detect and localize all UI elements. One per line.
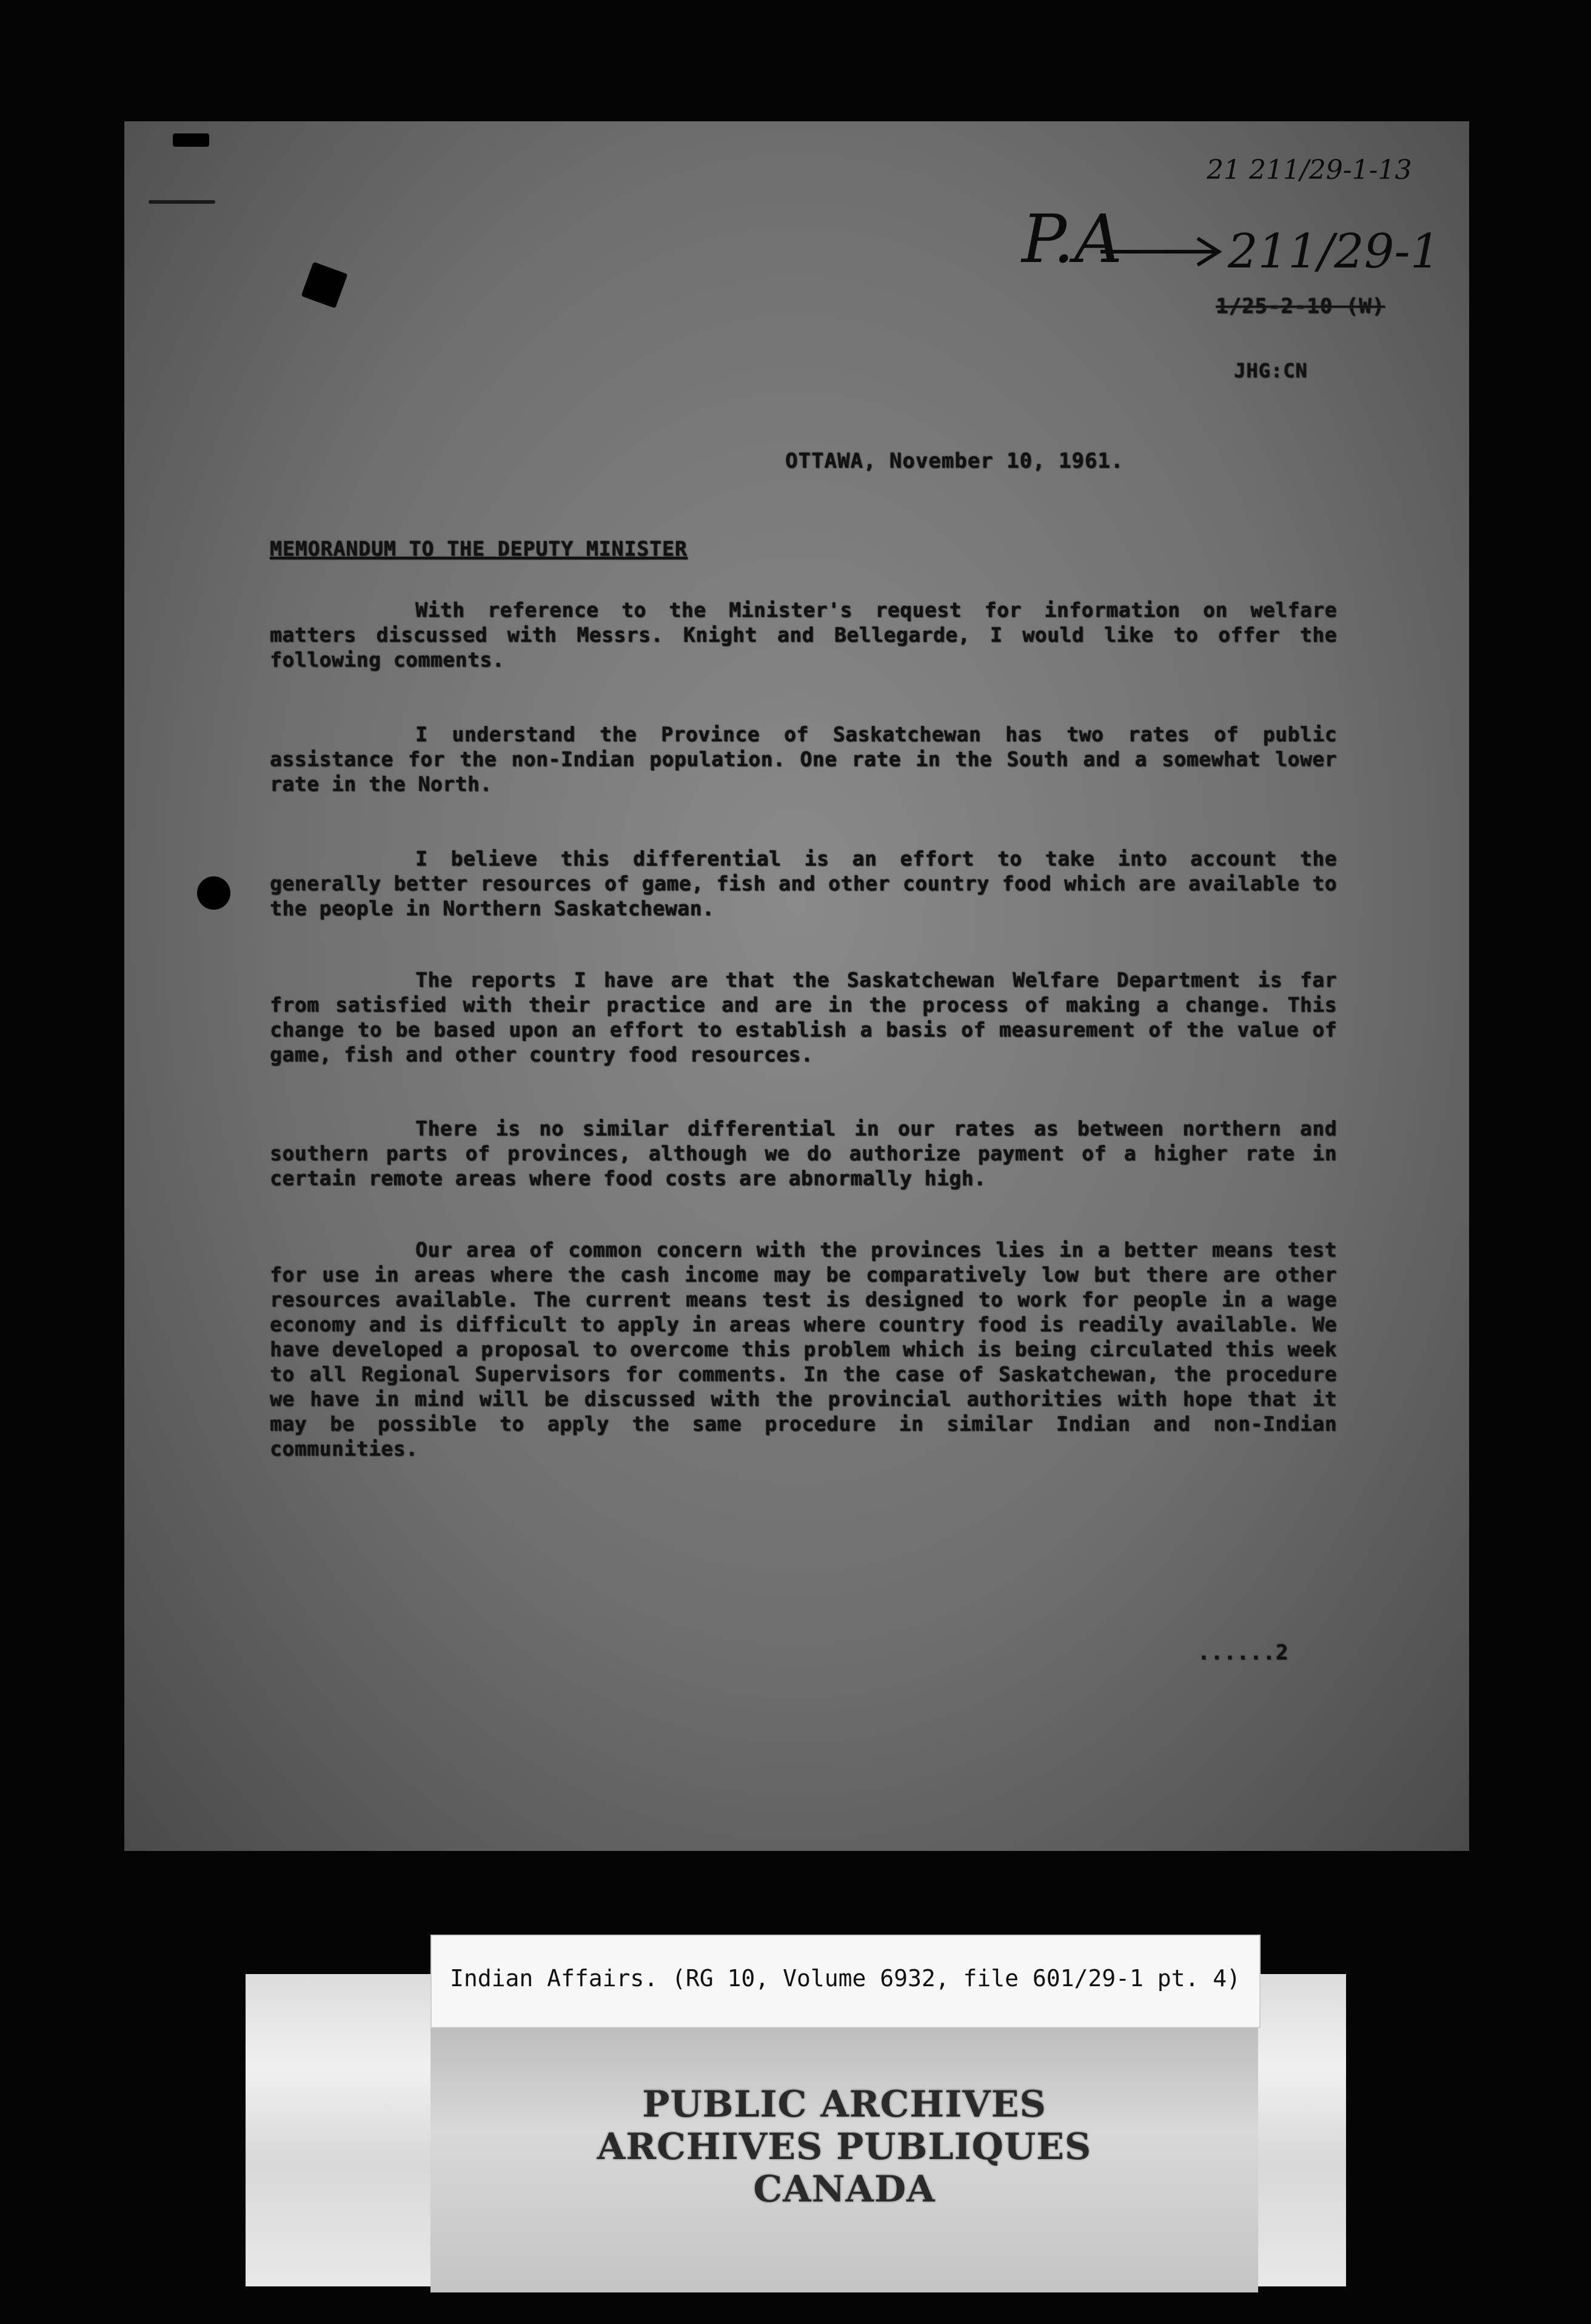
- memo-page: [124, 121, 1469, 1851]
- arrow-icon: [1100, 233, 1228, 270]
- memo-paragraph-4: The reports I have are that the Saskatchewan Welfare Department is far from satisfied with their practice and are in the process of making a change. This change to be based upon an effort to establish a basis of measurement of the value of game, fish and other country food resources.: [270, 968, 1337, 1066]
- initials: JHG:CN: [1234, 359, 1308, 382]
- hole-punch: [197, 876, 230, 910]
- memo-paragraph-6: Our area of common concern with the provinces lies in a better means test for use in areas where the cash income may be comparatively low but there are other resources available. The current means test is designed to work for people in a wage economy and is difficult to apply in areas where country food is readily available. We have developed a proposal to overcome this problem which is being circulated this week to all Regional Supervisors for comments. In the case of Saskatchewan, the procedure we have in mind will be discussed with the provincial authorities with hope that it may be possible to apply the same procedure in similar Indian and non-Indian communities.: [270, 1238, 1337, 1460]
- archive-stamp-line-3: CANADA: [753, 2168, 936, 2211]
- handwritten-file-number: 211/29-1: [1228, 224, 1441, 279]
- archive-citation-text: Indian Affairs. (RG 10, Volume 6932, file 601/29-1 pt. 4): [450, 1965, 1241, 1992]
- memo-title: MEMORANDUM TO THE DEPUTY MINISTER: [270, 537, 688, 560]
- handwritten-file-ref-top: 21 211/29-1-13: [1207, 155, 1412, 186]
- memo-paragraph-1: With reference to the Minister's request for information on welfare matters discussed with Messrs. Knight and Bellegarde, I would like to offer the following comments.: [270, 598, 1337, 671]
- archive-citation-label: [430, 1935, 1261, 2028]
- memo-paragraph-3: I believe this differential is an effort to take into account the generally better resources of game, fish and other country food which are available to the people in Northern Saskatchewan.: [270, 847, 1337, 920]
- punch-mark: [301, 262, 348, 309]
- struck-file-ref: 1/25-2-10 (W): [1216, 294, 1385, 318]
- archive-stamp: [430, 2026, 1258, 2292]
- memo-paragraph-2: I understand the Province of Saskatchewan has two rates of public assistance for the non-Indian population. One rate in the South and a somewhat lower rate in the North.: [270, 722, 1337, 796]
- memo-paragraph-5: There is no similar differential in our rates as between northern and southern parts of provinces, although we do authorize payment of a higher rate in certain remote areas where food costs are abnormally high.: [270, 1117, 1337, 1190]
- ink-smudge: [173, 133, 209, 147]
- date-line: OTTAWA, November 10, 1961.: [785, 449, 1124, 473]
- archive-stamp-line-1: PUBLIC ARCHIVES: [642, 2083, 1047, 2126]
- handwritten-pa-note: P.A: [1022, 200, 1123, 278]
- ink-mark: [149, 200, 215, 204]
- page-continuation: ......2: [1197, 1641, 1289, 1665]
- archive-stamp-line-2: ARCHIVES PUBLIQUES: [597, 2126, 1092, 2168]
